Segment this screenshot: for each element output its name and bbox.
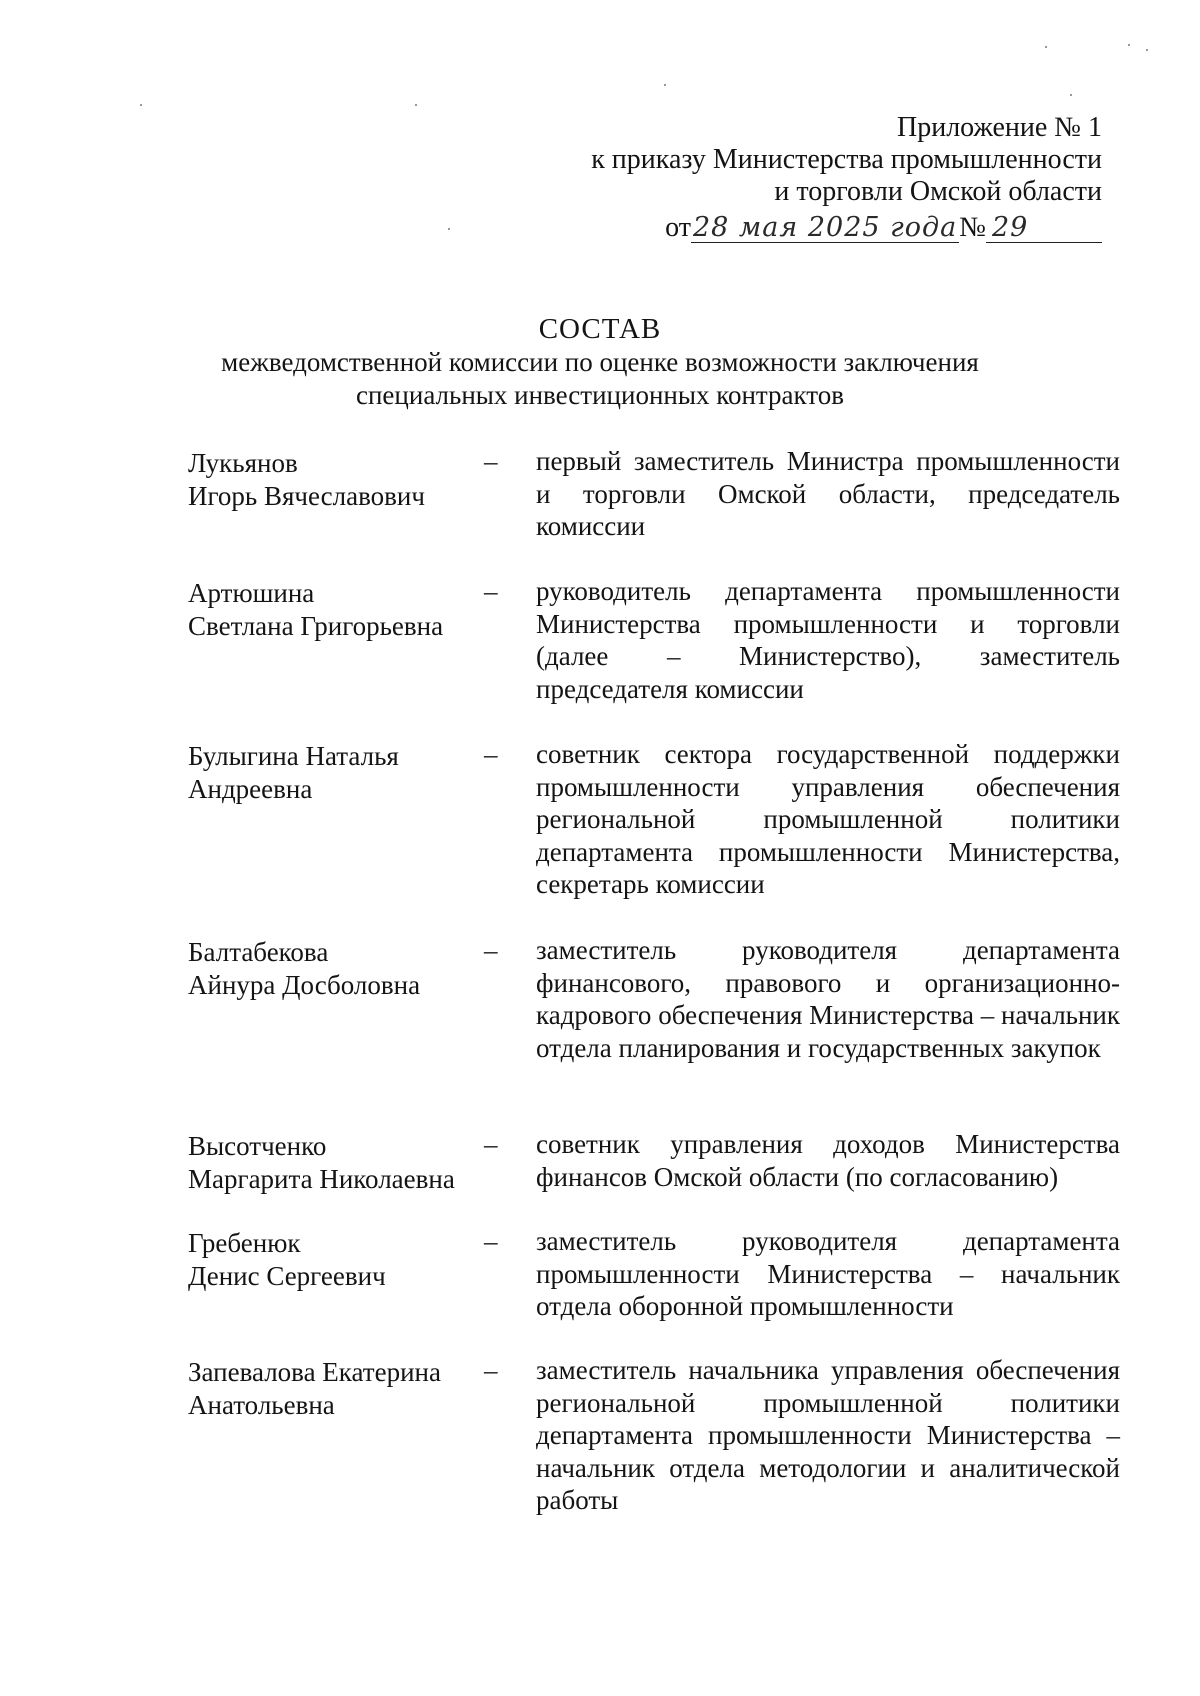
member-role-text: советник управления доходов Министерства финансов Омской области (по согласованию) [536,1129,1120,1192]
order-date-line [591,212,1102,244]
member-row [188,575,1120,704]
order-reference-cont: и торговли Омской области [774,176,1102,207]
number-label: № [959,212,986,243]
member-given-name: Маргарита Николаевна [188,1163,455,1194]
member-role-text: советник сектора государственной поддержки промышленности управления обеспечения региональной промышленной политики департамента промышленности Министерства, секретарь комиссии [536,739,1120,899]
appendix-header [591,112,1102,244]
member-dash: – [484,1355,498,1385]
scan-speck [664,84,666,86]
member-row [188,1354,1120,1515]
member-role [536,1128,1120,1193]
member-row [188,1128,1120,1195]
member-role [536,1225,1120,1323]
scan-speck [1045,46,1047,48]
member-role-text: руководитель департамента промышленности Министерства промышленности и торговли (далее – Министерство), заместитель председателя комиссии [536,576,1120,704]
member-row [188,1225,1120,1321]
scan-speck [415,104,417,106]
member-dash: – [484,739,498,769]
member-given-name: Игорь Вячеславович [188,480,425,511]
member-surname: Булыгина Наталья [188,741,399,771]
document-subtitle-line1: межведомственной комиссии по оценке возможности заключения [221,347,979,377]
member-given-name: Анатольевна [188,1389,335,1420]
appendix-number: Приложение № 1 [897,112,1102,143]
member-surname: Лукьянов [188,448,298,478]
member-dash: – [484,1129,498,1159]
member-surname: Запевалова Екатерина [188,1357,441,1387]
document-title-block [0,312,1200,412]
document-subtitle-line2: специальных инвестиционных контрактов [356,380,844,410]
member-row [188,738,1120,899]
date-prefix: от [665,212,691,243]
member-surname: Артюшина [188,578,315,608]
member-role [536,934,1120,1064]
handwritten-date: 28 мая 2025 года [692,212,958,243]
member-given-name: Андреевна [188,773,313,804]
member-given-name: Денис Сергеевич [188,1260,386,1291]
member-role-text: заместитель руководителя департамента финансового, правового и организационно-кадрового обеспечения Министерства – начальник отдела планирования и государственных закупок [536,935,1120,1063]
member-dash: – [484,446,498,476]
handwritten-number: 29 [986,214,1102,243]
member-role [536,575,1120,705]
member-role-text: первый заместитель Министра промышленности и торговли Омской области, председатель комиссии [536,446,1120,541]
member-surname: Гребенюк [188,1228,301,1258]
member-given-name: Светлана Григорьевна [188,610,444,641]
member-role-text: заместитель руководителя департамента промышленности Министерства – начальник отдела оборонной промышленности [536,1226,1120,1321]
member-role [536,1354,1120,1517]
scan-speck [448,228,450,230]
member-role [536,445,1120,543]
member-row [188,445,1120,541]
member-given-name: Айнура Досболовна [188,969,421,1000]
scan-speck [1070,94,1072,96]
member-role-text: заместитель начальника управления обеспечения региональной промышленной политики департамента промышленности Министерства – начальник отдела методологии и аналитической работы [536,1355,1120,1515]
scan-speck [140,104,142,106]
order-reference: к приказу Министерства промышленности [591,144,1102,175]
member-dash: – [484,935,498,965]
member-role [536,738,1120,901]
member-surname: Балтабекова [188,937,329,967]
document-title: СОСТАВ [538,313,662,345]
scan-speck [1146,49,1148,51]
scan-speck [1128,44,1130,46]
member-dash: – [484,576,498,606]
member-dash: – [484,1226,498,1256]
member-row [188,934,1120,1063]
member-surname: Высотченко [188,1131,327,1161]
